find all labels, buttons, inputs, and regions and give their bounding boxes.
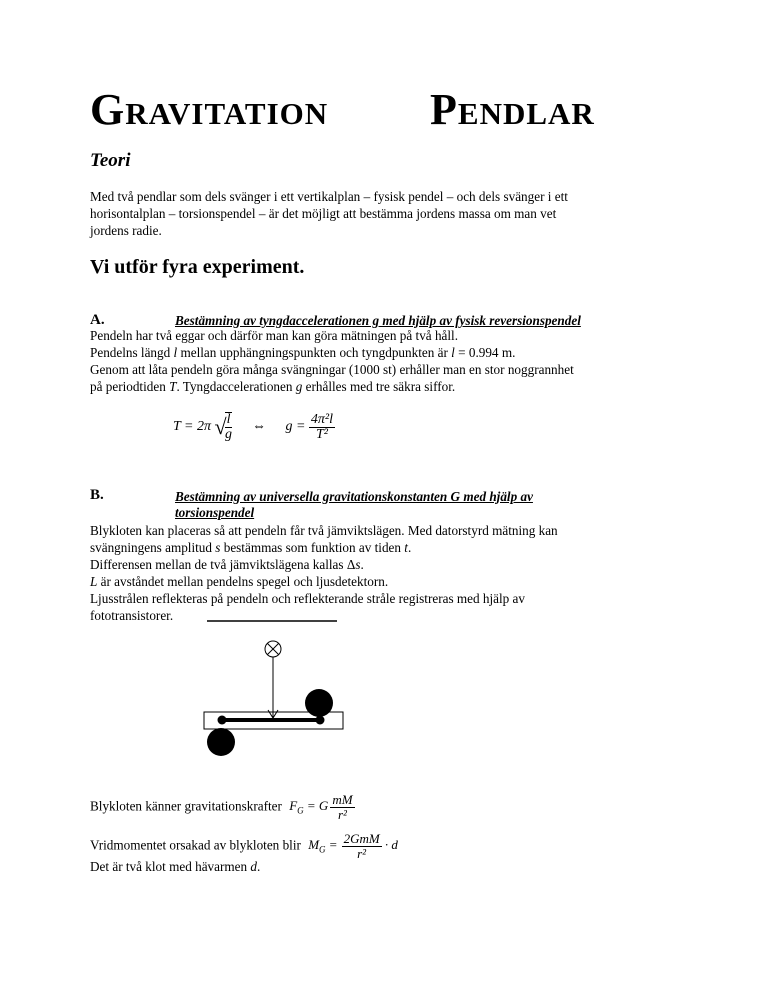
g-fraction: [309, 413, 335, 442]
a-l2c: = 0.994 m.: [454, 345, 516, 360]
teori-line3: jordens radie.: [90, 223, 162, 238]
force-line: [90, 793, 690, 822]
torque-den: r²: [357, 846, 367, 861]
formula-t-lhs: T = 2π: [173, 419, 211, 435]
torque-num: 2GmM: [343, 831, 380, 846]
sqrt-fraction: [225, 412, 233, 442]
g-num: 4π²l: [310, 411, 334, 427]
section-b-title-line2: torsionspendel: [175, 505, 255, 520]
section-b-line6: fototransistorer.: [90, 608, 174, 623]
torque-fraction: [342, 832, 382, 861]
force-lhs: F: [289, 798, 298, 814]
sqrt-symbol: √: [214, 414, 227, 439]
section-b-title-line1: Bestämning av universella gravitationskonstanten G med hjälp av: [175, 489, 533, 504]
section-b-line2: [90, 539, 690, 556]
page-title: [90, 84, 328, 135]
a-l2b: mellan upphängningspunkten och tyngdpunkten är: [177, 345, 452, 360]
force-sub: G: [297, 806, 304, 817]
torque-tail: · d: [384, 837, 398, 853]
force-num: mM: [332, 792, 353, 807]
page-title-word2: [430, 84, 595, 135]
torque-line: [90, 832, 690, 861]
a-l2-var: l: [173, 345, 178, 360]
title-word2-rest: ENDLAR: [457, 96, 595, 131]
section-a-body: [90, 327, 690, 395]
torque-mid: =: [325, 837, 338, 853]
section-a-line3: Genom att låta pendeln göra många svängningar (1000 st) erhåller man en stor noggrannhet: [90, 362, 574, 377]
a-l4-var: T: [169, 379, 177, 394]
section-b-line5: Ljusstrålen reflekteras på pendeln och reflekterande stråle registreras med hjälp av: [90, 591, 525, 606]
a-l4c: erhålles med tre säkra siffor.: [302, 379, 456, 394]
a-l2a: Pendelns längd: [90, 345, 174, 360]
section-a-line1: Pendeln har två eggar och därför man kan göra mätningen på två håll.: [90, 328, 459, 343]
last-a: Det är två klot med hävarmen: [90, 859, 251, 874]
last-line: [90, 858, 690, 875]
teori-line2: horisontalplan – torsionspendel – är det möjligt att bestämma jordens massa om man vet: [90, 206, 557, 221]
b-l3b: .: [360, 557, 364, 572]
section-b-line4: [90, 573, 690, 590]
section-b-letter: B.: [90, 487, 104, 503]
section-b-line3: [90, 556, 690, 573]
section-a-line4: [90, 378, 690, 395]
section-b-body: [90, 522, 690, 624]
b-l2c: .: [407, 540, 412, 555]
sqrt-den: g: [225, 427, 233, 442]
last-var: d: [250, 859, 257, 874]
force-text: Blykloten känner gravitationskrafter: [90, 798, 282, 814]
teori-heading: Teori: [90, 150, 131, 171]
a-l4-var2: g: [295, 379, 303, 394]
small-ball-left: [218, 716, 227, 725]
teori-line1: Med två pendlar som dels svänger i ett vertikalplan – fysisk pendel – och dels svänger i ett: [90, 189, 568, 204]
b-l4b: är avståndet mellan pendelns spegel och ljusdetektorn.: [97, 574, 389, 589]
section-b-line1: Blykloten kan placeras så att pendeln får två jämviktslägen. Med datorstyrd mätning kan: [90, 523, 558, 538]
torque-text: Vridmomentet orsakad av blykloten blir: [90, 837, 301, 853]
g-den: T²: [315, 426, 328, 442]
b-l3a: Differensen mellan de två jämviktslägena kallas Δ: [90, 557, 356, 572]
section-a-title: Bestämning av tyngdaccelerationen g med hjälp av fysisk reversionspendel: [175, 313, 581, 328]
b-l3-var: s: [355, 557, 361, 572]
title-word1-rest: RAVITATION: [125, 96, 329, 131]
b-l2b: bestämmas som funktion av tiden: [220, 540, 405, 555]
sqrt-num: l: [226, 412, 231, 427]
b-l2-var: s: [215, 540, 221, 555]
torsion-pendulum-diagram: [195, 600, 355, 770]
teori-paragraph: [90, 188, 690, 239]
pendulum-formula: [173, 412, 335, 442]
last-b: .: [256, 859, 261, 874]
a-l4b: . Tyngdaccelerationen: [176, 379, 296, 394]
section-a-line2: [90, 344, 690, 361]
title-word2-initial: P: [430, 85, 458, 134]
b-l2a: svängningens amplitud: [90, 540, 216, 555]
b-l2-var2: t: [404, 540, 408, 555]
large-ball-left: [207, 728, 235, 756]
large-ball-right: [305, 689, 333, 717]
a-l4a: på periodtiden: [90, 379, 170, 394]
b-l4-var: L: [90, 574, 98, 589]
section-a-letter: A.: [90, 312, 105, 328]
title-word1-initial: G: [90, 85, 126, 134]
force-den: r²: [337, 807, 347, 822]
experiments-heading: Vi utför fyra experiment.: [90, 256, 305, 278]
equiv-symbol: ⇔: [251, 419, 266, 435]
formula-g-lhs: g =: [285, 419, 306, 435]
force-fraction: [330, 793, 354, 822]
section-b-title: [175, 489, 533, 521]
torque-sub: G: [319, 845, 326, 856]
torque-lhs: M: [308, 837, 320, 853]
force-formula: [289, 792, 354, 822]
a-l2-var2: l: [451, 345, 455, 360]
torque-formula: [308, 831, 398, 861]
force-mid: = G: [303, 798, 329, 814]
